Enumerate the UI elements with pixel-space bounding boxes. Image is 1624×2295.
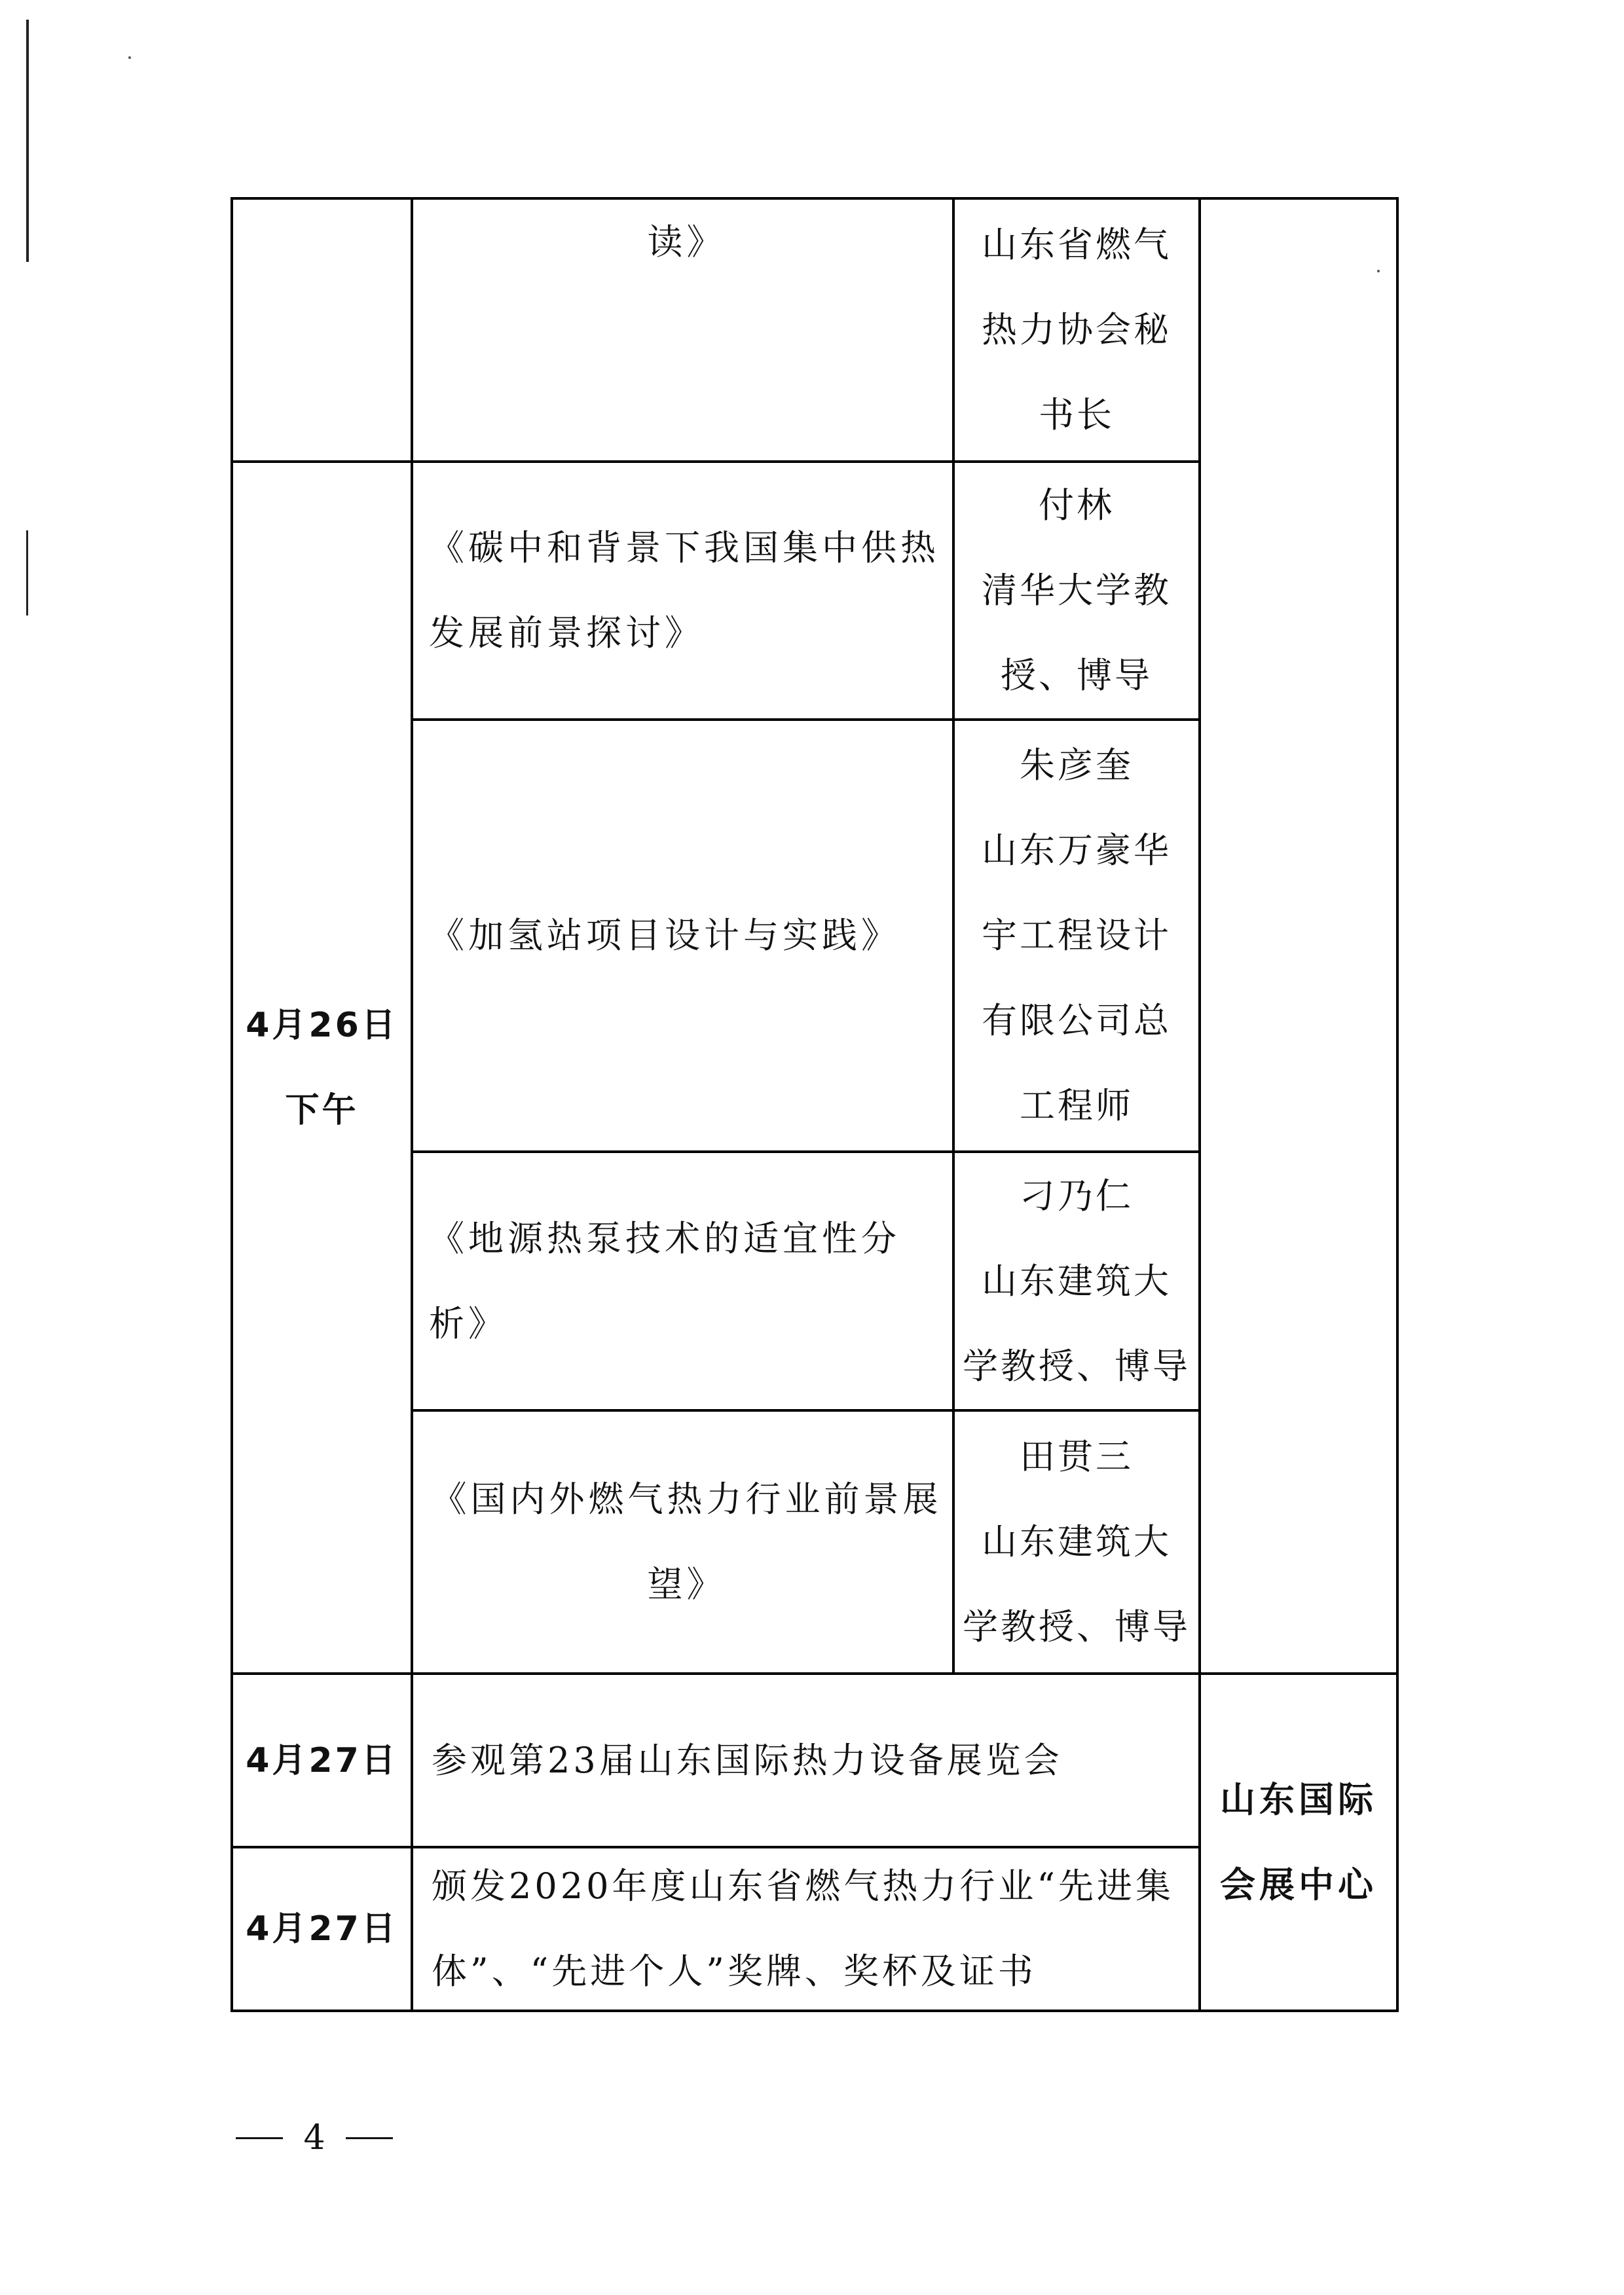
date-apr27-visit: 4月27日 [246, 1740, 398, 1780]
page-footer [236, 2112, 393, 2164]
scan-margin-line [26, 20, 29, 262]
event-award-ceremony: 颁发2020年度山东省燃气热力行业“先进集 体”、“先进个人”奖牌、奖杯及证书 [432, 1865, 1175, 1992]
date-apr26-afternoon: 4月26日 下午 [246, 1005, 398, 1130]
scan-margin-line [26, 530, 28, 615]
date-apr27-awards: 4月27日 [246, 1909, 398, 1949]
topic-continued: 读》 [647, 221, 726, 263]
topic-ground-source-heat-pump: 《地源热泵技术的适宜性分 析》 [429, 1217, 900, 1344]
topic-industry-outlook: 《国内外燃气热力行业前景展 望》 [431, 1478, 942, 1605]
event-exhibition-visit: 参观第23届山东国际热力设备展览会 [432, 1739, 1063, 1781]
speaker-fu-lin: 付林 清华大学教 授、博导 [982, 485, 1172, 696]
speaker-continued: 山东省燃气 热力协会秘 书长 [982, 224, 1172, 435]
topic-hydrogen-station: 《加氢站项目设计与实践》 [429, 915, 900, 956]
topic-carbon-neutral-heating: 《碳中和背景下我国集中供热 发展前景探讨》 [429, 527, 940, 653]
schedule-table [231, 197, 1399, 2012]
footer-dash [236, 2137, 283, 2139]
speaker-zhu-yankui: 朱彦奎 山东万豪华 宇工程设计 有限公司总 工程师 [982, 744, 1172, 1126]
page-number: 4 [303, 2118, 325, 2157]
footer-dash [346, 2137, 393, 2139]
speaker-tian-guansan: 田贯三 山东建筑大 学教授、博导 [963, 1436, 1190, 1647]
venue-expo-center: 山东国际 会展中心 [1220, 1778, 1377, 1905]
table-rule [1396, 197, 1399, 2012]
scan-speck [128, 56, 131, 59]
speaker-diao-nairen: 刁乃仁 山东建筑大 学教授、博导 [963, 1175, 1190, 1387]
